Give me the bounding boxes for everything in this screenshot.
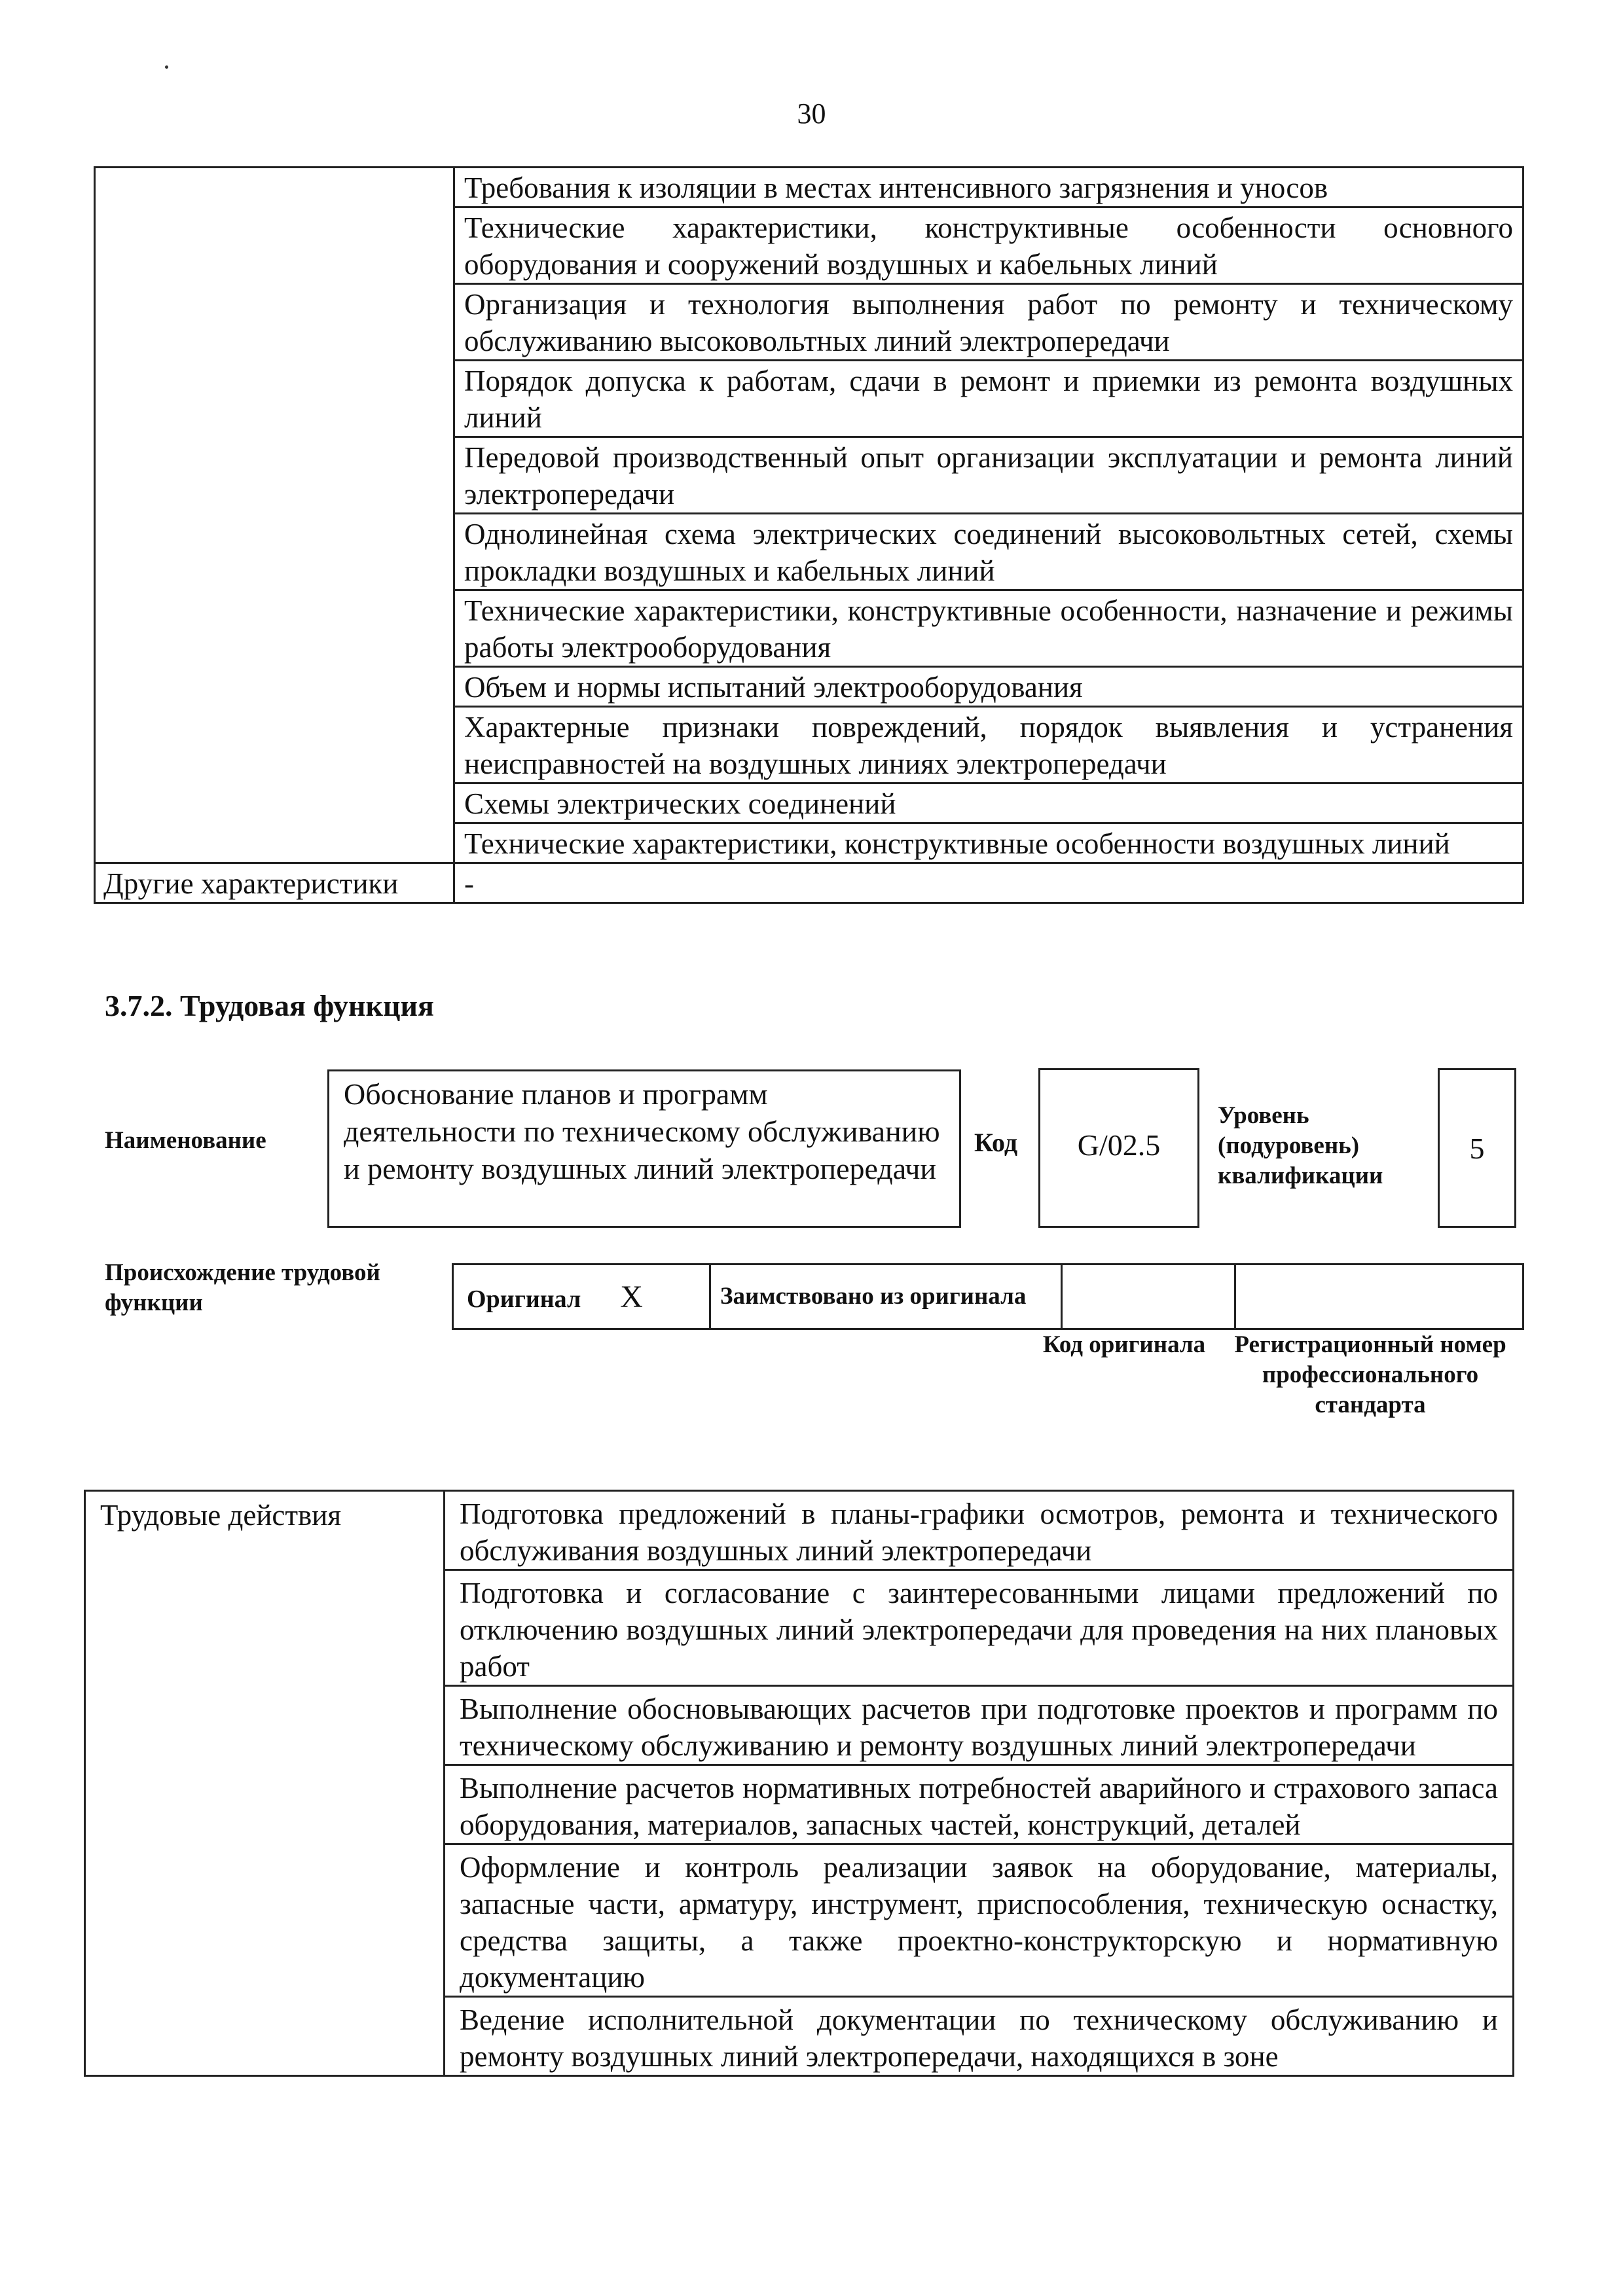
table-row [95, 863, 1523, 903]
page-number: 30 [797, 98, 826, 130]
table-row [95, 823, 1523, 863]
origin-label: Происхождение трудовой функции [105, 1259, 380, 1316]
table-row [453, 1265, 1523, 1329]
original-mark: X [620, 1279, 643, 1314]
knowledge-item: Порядок допуска к работам, сдачи в ремонт и приемки из ремонта воздушных линий [464, 365, 1513, 434]
knowledge-item: Технические характеристики, конструктивные особенности, назначение и режимы работы электрооборудования [464, 594, 1513, 664]
knowledge-item: Однолинейная схема электрических соединений высоковольтных сетей, схемы прокладки воздушных и кабельных линий [464, 518, 1513, 587]
table-row [85, 1997, 1514, 2076]
function-name-box: Обоснование планов и программ деятельности по техническому обслуживанию и ремонту воздушных линий электропередачи [327, 1069, 961, 1228]
knowledge-table [94, 166, 1524, 904]
table-row [95, 207, 1523, 284]
stray-dot [165, 65, 168, 69]
table-row [95, 783, 1523, 823]
table-row [85, 1570, 1514, 1686]
code-caption: Код оригинала [1042, 1331, 1206, 1358]
table-row [85, 1765, 1514, 1844]
labor-action-item: Выполнение расчетов нормативных потребностей аварийного и страхового запаса оборудования, материалов, запасных частей, конструкций, деталей [460, 1772, 1498, 1841]
borrowed-label: Заимствовано из оригинала [710, 1265, 1062, 1329]
other-characteristics-value: - [464, 867, 474, 900]
labor-action-item: Подготовка и согласование с заинтересованными лицами предложений по отключению воздушных линий электропередачи для проведения на них плановых работ [460, 1577, 1498, 1683]
knowledge-item: Характерные признаки повреждений, порядок выявления и устранения неисправностей на воздушных линиях электропередачи [464, 711, 1513, 780]
original-label: Оригинал [467, 1285, 581, 1313]
knowledge-item: Организация и технология выполнения работ по ремонту и техническому обслуживанию высоковольтных линий электропередачи [464, 288, 1513, 357]
name-label: Наименование [105, 1127, 266, 1154]
table-row [95, 707, 1523, 783]
knowledge-item: Передовой производственный опыт организации эксплуатации и ремонта линий электропередачи [464, 441, 1513, 511]
original-cell [453, 1265, 710, 1329]
code-label: Код [974, 1128, 1018, 1157]
level-label [1218, 1101, 1383, 1191]
registration-caption: Регистрационный номер профессионального стандарта [1234, 1331, 1506, 1418]
labor-action-item: Ведение исполнительной документации по техническому обслуживанию и ремонту воздушных линий электропередачи, находящихся в зоне [460, 2003, 1498, 2073]
level-label-line: (подуровень) [1218, 1132, 1360, 1159]
level-label-line: Уровень [1218, 1102, 1309, 1129]
knowledge-item: Технические характеристики, конструктивные особенности основного оборудования и сооружений воздушных и кабельных линий [464, 211, 1513, 281]
other-characteristics-label: Другие характеристики [103, 867, 399, 900]
table-row [95, 284, 1523, 361]
labor-actions-label: Трудовые действия [100, 1499, 342, 1532]
labor-actions-table [84, 1490, 1514, 2077]
table-row [95, 168, 1523, 207]
table-row [85, 1844, 1514, 1997]
table-row [95, 514, 1523, 590]
labor-action-item: Подготовка предложений в планы-графики осмотров, ремонта и технического обслуживания воздушных линий электропередачи [460, 1498, 1498, 1567]
section-heading: 3.7.2. Трудовая функция [105, 989, 434, 1022]
knowledge-item: Технические характеристики, конструктивные особенности воздушных линий [464, 827, 1450, 860]
knowledge-item: Требования к изоляции в местах интенсивного загрязнения и уносов [464, 171, 1328, 204]
table-row [85, 1686, 1514, 1765]
original-code-cell [1062, 1265, 1235, 1329]
knowledge-item: Схемы электрических соединений [464, 787, 896, 820]
labor-action-item: Выполнение обосновывающих расчетов при подготовке проектов и программ по техническому обслуживанию и ремонту воздушных линий электропередачи [460, 1693, 1498, 1762]
level-label-line: квалификации [1218, 1162, 1383, 1189]
knowledge-item: Объем и нормы испытаний электрооборудования [464, 671, 1083, 704]
table-row [95, 361, 1523, 437]
table-row [95, 667, 1523, 707]
origin-table [452, 1263, 1524, 1330]
function-code-box: G/02.5 [1038, 1068, 1199, 1228]
table-row [85, 1491, 1514, 1570]
registration-number-cell [1235, 1265, 1523, 1329]
labor-action-item: Оформление и контроль реализации заявок на оборудование, материалы, запасные части, арматуру, инструмент, приспособления, техническую оснастку, средства защиты, а также проектно-конструкторскую и нормативную документацию [460, 1851, 1498, 1994]
level-value-box: 5 [1438, 1068, 1516, 1228]
table-row [95, 437, 1523, 514]
table-row [95, 590, 1523, 667]
